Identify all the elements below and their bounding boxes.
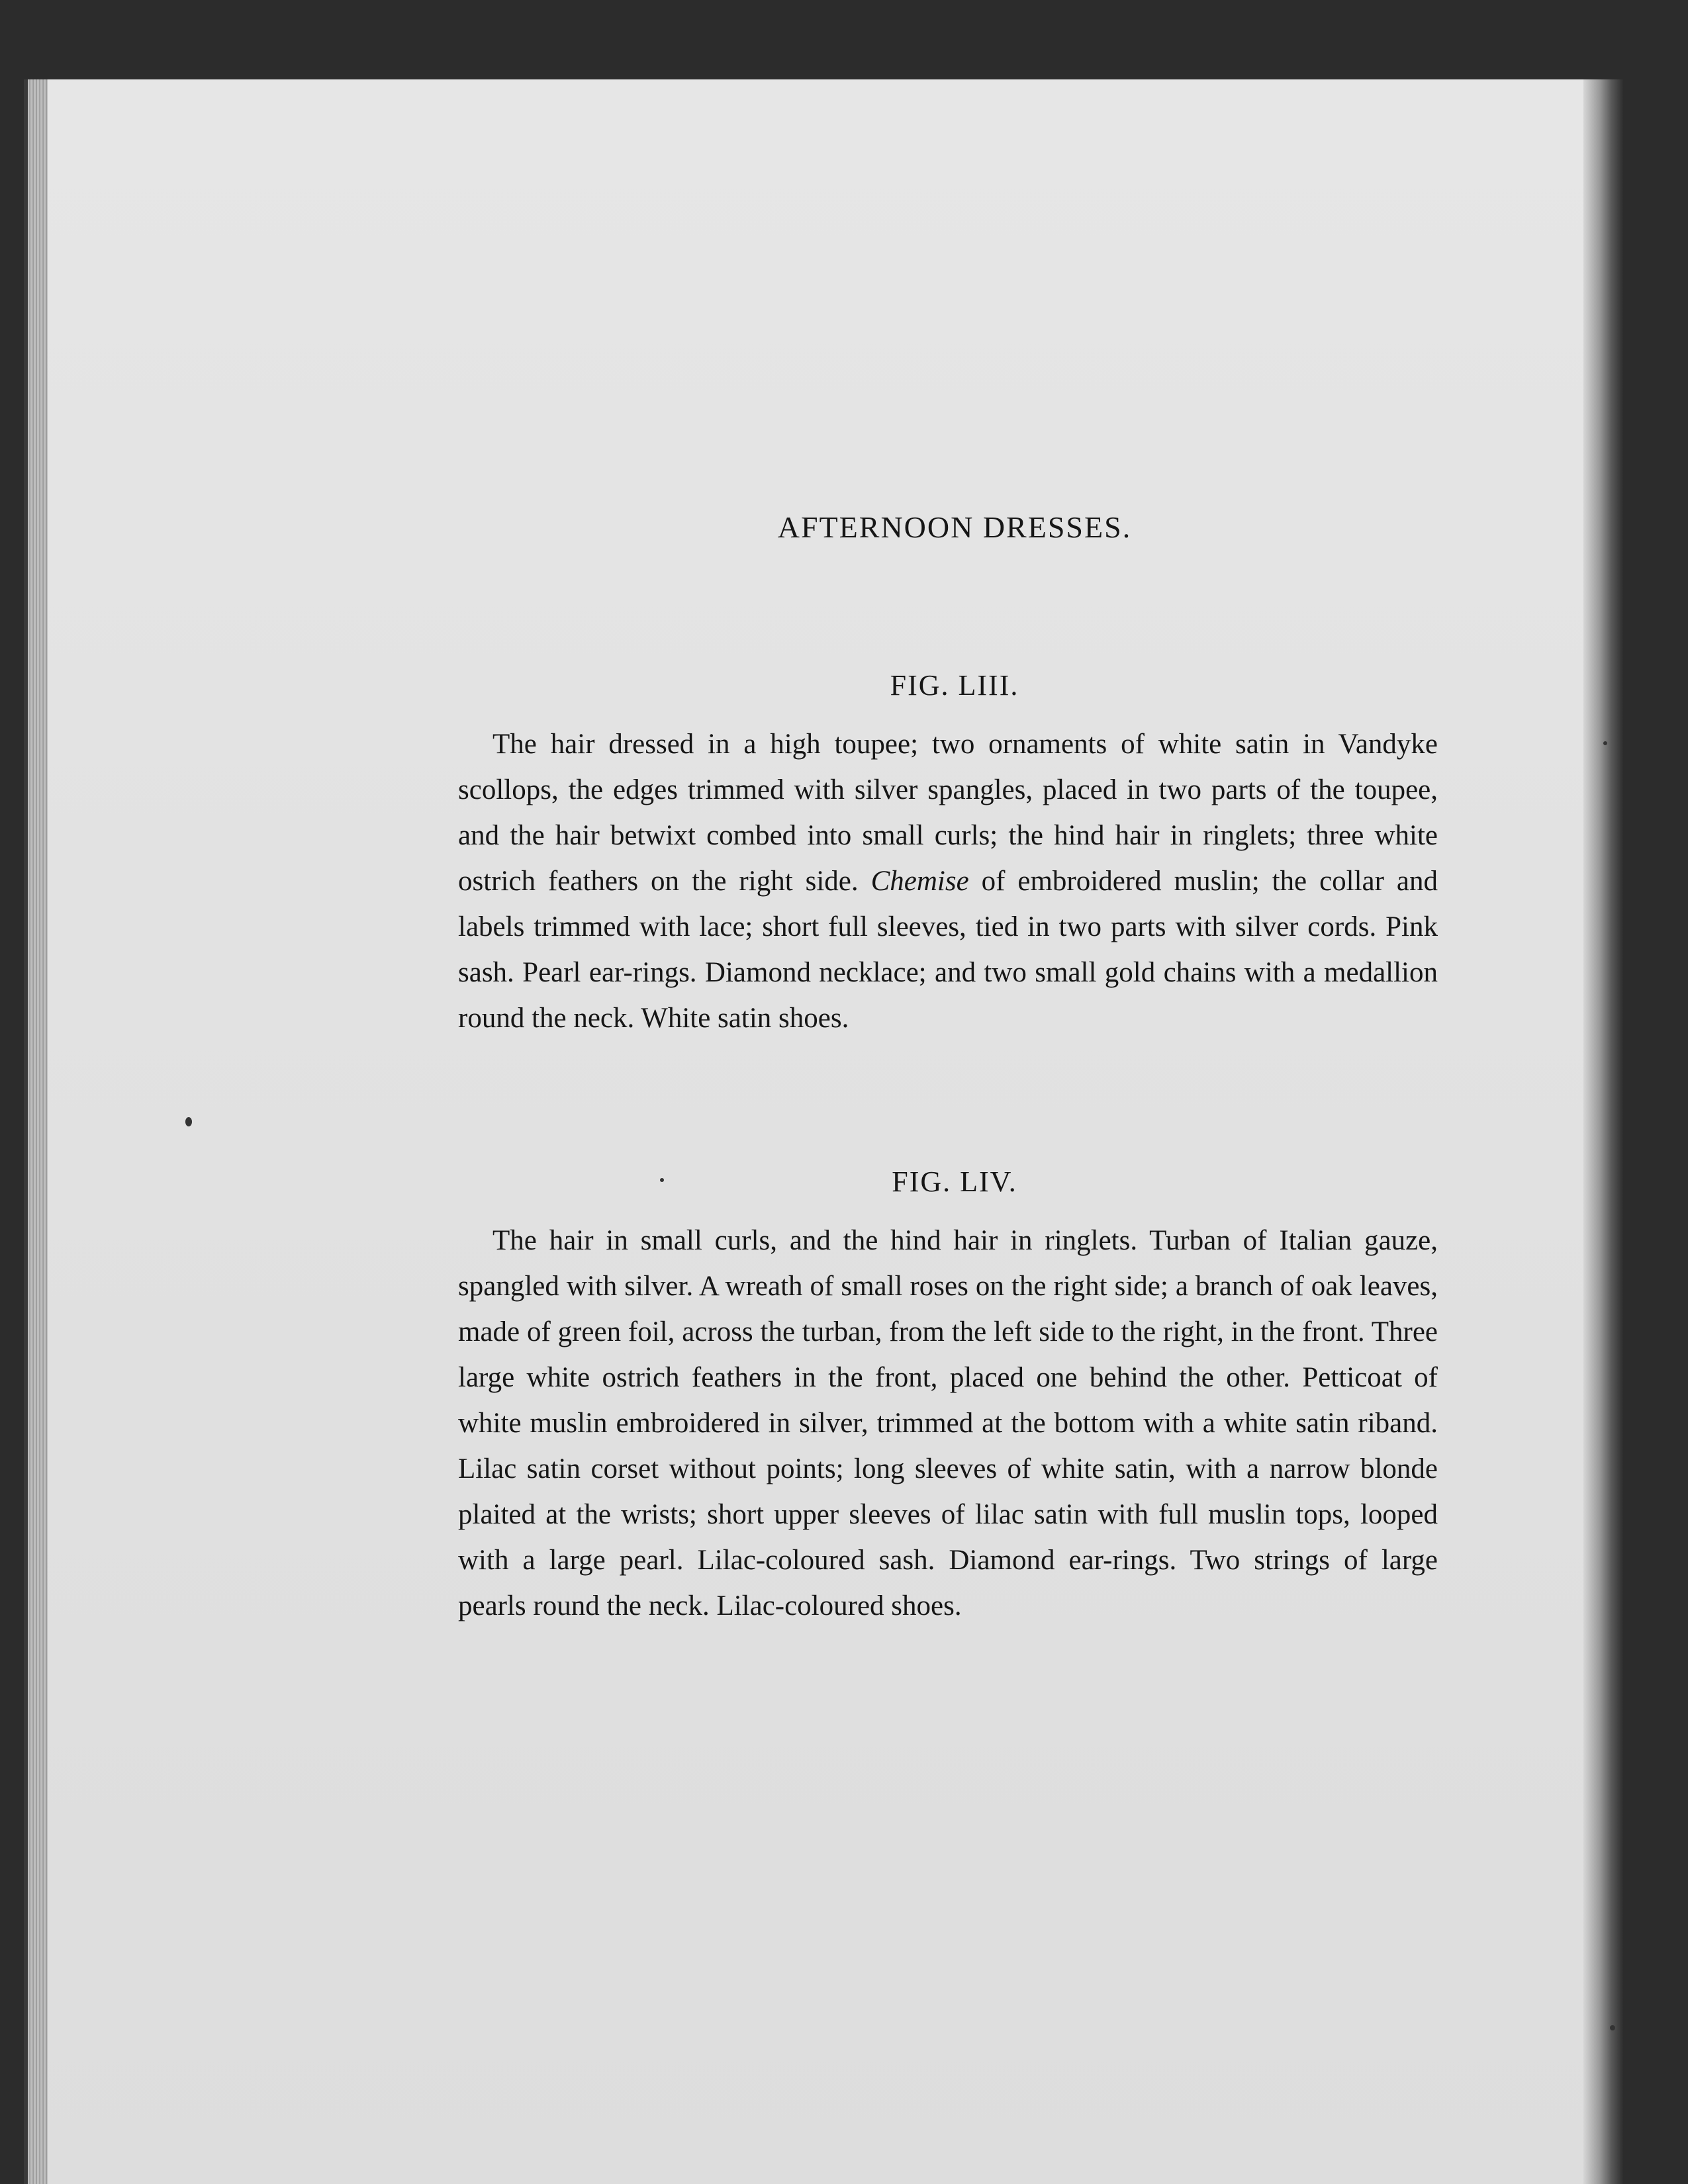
figure-description-liv: The hair in small curls, and the hind hair in ringlets. Turban of Italian gauze, spangled with silver. A wreath of small roses on the right side; a branch of oak leaves, made of green foil, across the turban, from the left side to the right, in the front. Three large white ostrich feathers in the front, placed one behind the other. Petticoat of white muslin embroidered in silver, trimmed at the bottom with a white satin riband. Lilac satin corset without points; long sleeves of white satin, with a narrow blonde plaited at the wrists; short upper sleeves of lilac satin with full muslin tops, looped with a large pearl. Lilac-coloured sash. Diamond ear-rings. Two strings of large pearls round the neck. Lilac-coloured shoes. xyxy=(458,1225,1438,1621)
italic-term: Chemise xyxy=(870,866,969,897)
book-spine-shadow xyxy=(1583,79,1623,2184)
scan-speck xyxy=(1603,741,1607,745)
figure-heading-liii: FIG. LIII. xyxy=(890,669,1019,702)
book-page xyxy=(24,79,1623,2184)
page-title: AFTERNOON DRESSES. xyxy=(777,510,1132,544)
description-text: of embroidered muslin; the collar and labels trimmed with lace; short full sleeves, tied in two parts with silver cords. Pink sash. Pearl ear-rings. Diamond necklace; and two small gold chains with a medallion round the neck. White satin shoes. xyxy=(458,866,1438,1034)
page-stack-edge-left xyxy=(28,79,48,2184)
figure-description-liii xyxy=(458,721,1438,1041)
scan-speck xyxy=(185,1117,192,1126)
description-text: The hair dressed in a high toupee; two ornaments of white satin in Vandyke scollops, the edges trimmed with silver spangles, placed in two parts of the toupee, and the hair betwixt combed into small curls; the hind hair in ringlets; three white ostrich feathers on the right side. xyxy=(458,729,1438,897)
scan-speck xyxy=(1610,2025,1615,2030)
figure-heading-liv: FIG. LIV. xyxy=(892,1165,1017,1198)
